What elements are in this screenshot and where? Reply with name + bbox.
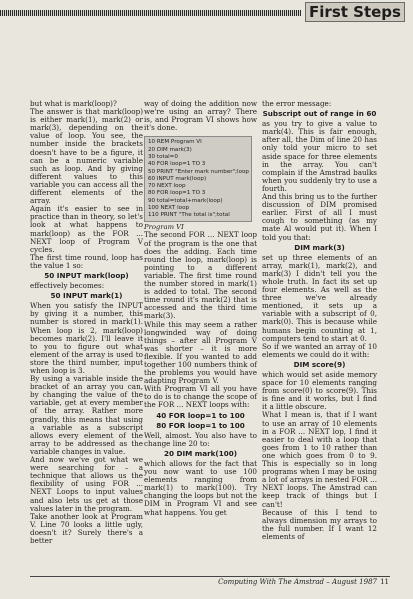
paragraph: So if we wanted an array of 10 elements we could do it with: <box>262 341 377 359</box>
code-line: 50 INPUT mark(loop) <box>44 270 129 280</box>
code-line: 20 DIM mark(100) <box>163 448 238 458</box>
listing-line: 70 NEXT loop <box>148 183 186 190</box>
column-3 <box>262 100 377 541</box>
listing-line: 60 INPUT mark(loop) <box>148 175 207 182</box>
listing-line: 20 DIM mark(3) <box>148 146 192 153</box>
listing-line: 80 FOR loop=1 TO 3 <box>148 190 206 197</box>
paragraph: And this bring us to the further discussion of DIM promised earlier. First of all I must cough to something (as my mate Al would put it). When I told you that: <box>262 192 377 242</box>
footer-rule <box>30 576 390 577</box>
program-listing <box>144 136 252 222</box>
paragraph: the error message: <box>262 99 332 108</box>
page-number: 11 <box>380 578 389 586</box>
paragraph: With Program VI all you have to do is to change the scope of the FOR ... NEXT loops with: <box>144 384 257 410</box>
paragraph: which would set aside memory space for 10 elements ranging from score(0) to score(9). This is fine and it works, but I find it a little obscure. <box>262 370 377 412</box>
paragraph: Take another look at Program V. Line 70 looks a little ugly, doesn't it? Surely there's a better <box>30 511 143 545</box>
paragraph: as you try to give a value to mark(4). This is fair enough, after all, the Dim of line 20 has only told your micro to set aside space for three elements in the array. You can't complain if the Amstrad baulks when you suddenly try to use a fourth. <box>262 119 377 193</box>
code-line: DIM mark(3) <box>294 242 345 252</box>
paragraph: Well, almost. You also have to change line 20 to: <box>144 430 257 448</box>
listing-line: 40 FOR loop=1 TO 3 <box>148 161 206 168</box>
section-title: First Steps <box>305 2 405 22</box>
code-line: 80 FOR loop=1 to 100 <box>156 420 245 430</box>
code-line: 40 FOR loop=1 to 100 <box>156 410 245 420</box>
paragraph: The answer is that mark(loop) is either mark(1), mark(2) or mark(3), depending on the value of loop. You see, the number inside the brackets doesn't have to be a figure, it can be a numeric variable such as loop. And by giving different values to this variable you can access all the different elements of the array. <box>30 107 143 206</box>
paragraph: effectively becomes: <box>30 281 105 291</box>
column-2 <box>144 100 257 517</box>
paragraph: The first time round, loop has the value 1 so: <box>30 252 143 270</box>
paragraph: which allows for the fact that you now want to use 100 elements ranging from mark(1) to mark(100). Try changing the loops but not the DIM in Program VI and see what happens. You get <box>144 459 257 517</box>
paragraph: And now we've got what we were searching for – a technique that allows us the flexibility of using FOR ... NEXT Loops to input values and also lets us get at those values later in the program. <box>30 455 143 513</box>
paragraph: When you satisfy the INPUT by giving it a number, this number is stored in mark(1). When loop is 2, mark(loop) becomes mark(2). I'll leave it to you to figure out what element of the array is used to store the third number, input when loop is 3. <box>30 301 143 375</box>
paragraph: set up three elements of an array, mark(1), mark(2), and mark(3) I didn't tell you the whole truth. In fact its set up four elements. As well as the three we've already mentioned, it sets up a variable with a subscript of 0, mark(0). This is because while humans begin counting at 1, computers tend to start at 0. <box>262 252 377 343</box>
listing-caption: Program VI <box>144 223 184 232</box>
column-1 <box>30 100 143 545</box>
listing-line: 50 PRINT "Enter mark number";loop <box>148 168 249 175</box>
code-line: 50 INPUT mark(1) <box>50 291 123 301</box>
listing-line: 10 REM Program VI <box>148 139 202 146</box>
listing-line: 100 NEXT loop <box>148 205 190 212</box>
header-rule <box>0 10 301 16</box>
paragraph: By using a variable inside the bracket of an array you can, by changing the value of the variable, get at every member of the array. Rather more grandly, this means that using a variable as a subscript allows every element of the array to be addressed as the variable changes in value. <box>30 374 143 456</box>
listing-line: 30 total=0 <box>148 153 178 160</box>
paragraph: Again it's easier to see in practice than in theory, so let's look at what happens to mark(loop) as the FOR ... NEXT loop of Program V cycles. <box>30 204 143 254</box>
paragraph: What I mean is, that if I want to use an array of 10 elements in a FOR ... NEXT lop, I find it easier to deal with a loop that goes from 1 to 10 rather than one which goes from 0 to 9. This is especially so in long programs when I may be using a lot of arrays in nested FOR ... NEXT loops. The Amstrad can keep track of things but I can't! <box>262 410 377 509</box>
code-line: Subscript out of range in 60 <box>262 109 377 119</box>
page-footer <box>0 576 413 594</box>
paragraph: way of doing the addition now we're using an array? There is, and Program VI shows how it's done. <box>144 99 257 133</box>
paragraph: The second FOR ... NEXT loop of the program is the one that does the adding. Each time round the loop, mark(loop) is pointing to a different variable. The first time round the number stored in mark(1) is added to total. The second time round it's mark(2) that is accessed and the third time mark(3). <box>144 230 257 321</box>
paragraph: but what is mark(loop)? <box>30 99 117 108</box>
listing-line: 90 total=total+mark(loop) <box>148 197 223 204</box>
code-line: DIM score(9) <box>293 359 346 369</box>
listing-line: 110 PRINT "The total is";total <box>148 212 230 219</box>
page-header <box>0 0 413 26</box>
paragraph: Because of this I tend to always dimension my arrays to the full number. If I want 12 elements of <box>262 507 377 541</box>
footer-text: Computing With The Amstrad – August 1987 <box>218 578 377 586</box>
paragraph: While this may seem a rather longwinded way of doing things – after all Program V was shorter – it is more flexible. If you wanted to add together 100 numbers think of the problems you would have adapting Program V. <box>144 319 257 386</box>
